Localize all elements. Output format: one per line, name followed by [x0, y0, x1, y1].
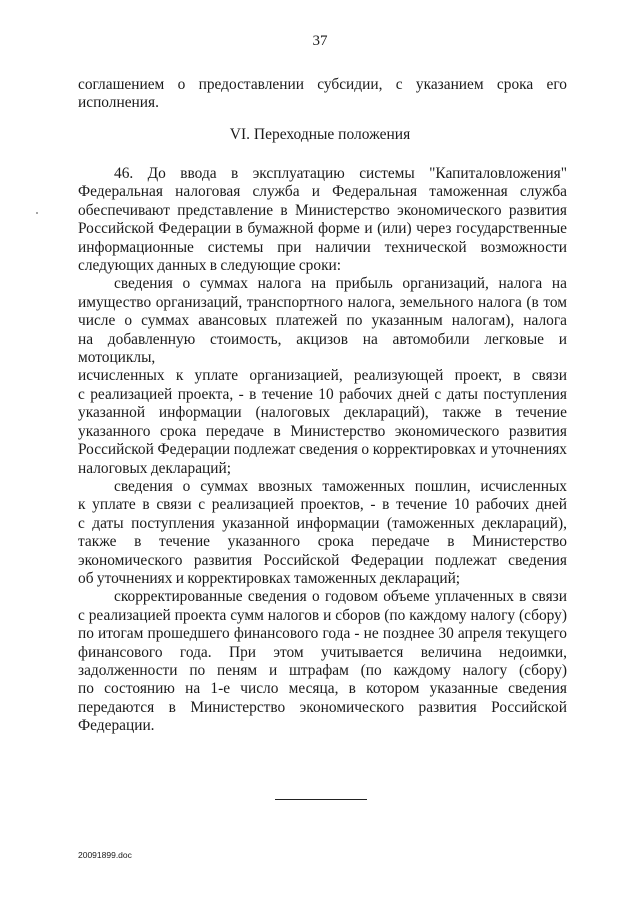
paragraph-line: экономического развития Российской Федерации подлежат сведения: [78, 551, 567, 569]
section-body: [78, 165, 567, 736]
paragraph-tax-data: [78, 275, 567, 477]
page-number: 37: [312, 33, 328, 49]
paragraph-line: налоговых деклараций;: [78, 459, 232, 477]
paragraph-line: с реализацией проекта, - в течение 10 рабочих дней с даты поступления: [78, 385, 567, 403]
paragraph-line: обеспечивают представление в Министерство экономического развития: [78, 201, 567, 219]
paragraph-line: задолженности по пеням и штрафам (по каждому налогу (сбору): [78, 661, 567, 679]
paragraph-line: исчисленных к уплате организацией, реализующей проект, в связи: [78, 367, 567, 385]
paragraph-line: также в течение указанного срока передаче в Министерство: [78, 533, 567, 551]
paragraph-line: Российской Федерации в бумажной форме и (или) через государственные: [78, 220, 567, 238]
paragraph-line: по итогам прошедшего финансового года - не позднее 30 апреля текущего: [78, 625, 567, 643]
paragraph-line: 46. До ввода в эксплуатацию системы "Капиталовложения": [114, 165, 567, 182]
paragraph-line: Федеральная налоговая служба и Федеральная таможенная служба: [78, 183, 567, 201]
paragraph-line: информационные системы при наличии технической возможности: [78, 238, 567, 256]
paragraph-line: следующих данных в следующие сроки:: [78, 257, 342, 275]
paragraph-line: финансового года. При этом учитывается величина недоимки,: [78, 643, 567, 661]
paragraph-line: числе о суммах авансовых платежей по указанным налогам), налога: [78, 312, 567, 330]
footer-filename: 20091899.doc: [78, 850, 132, 860]
end-of-text-rule: [275, 799, 367, 800]
paragraph-line: указанного срока передаче в Министерство экономического развития: [78, 422, 567, 440]
scan-margin-speck: [36, 212, 38, 214]
paragraph-line: сведения о суммах ввозных таможенных пошлин, исчисленных: [114, 477, 567, 495]
intro-line: исполнения.: [78, 94, 159, 112]
paragraph-line: по состоянию на 1-е число месяца, в котором указанные сведения: [78, 680, 567, 698]
paragraph-line: указанной информации (налоговых деклараций), также в течение: [78, 404, 567, 422]
intro-line: соглашением о предоставлении субсидии, с указанием срока его: [78, 76, 567, 93]
paragraph-line: об уточнениях и корректировках таможенных деклараций;: [78, 569, 461, 587]
paragraph-46: [78, 165, 567, 275]
paragraph-line: имущество организаций, транспортного налога, земельного налога (в том: [78, 293, 567, 311]
paragraph-line: с даты поступления указанной информации (таможенных деклараций),: [78, 514, 567, 532]
paragraph-line: Федерации.: [78, 717, 155, 735]
paragraph-line: к уплате в связи с реализацией проектов, - в течение 10 рабочих дней: [78, 496, 567, 514]
paragraph-line: на добавленную стоимость, акцизов на автомобили легковые и мотоциклы,: [78, 330, 567, 367]
paragraph-customs-data: [78, 478, 567, 588]
paragraph-line: с реализацией проекта сумм налогов и сборов (по каждому налогу (сбору): [78, 606, 567, 624]
paragraph-line: скорректированные сведения о годовом объеме уплаченных в связи: [114, 588, 567, 606]
paragraph-annual-data: [78, 588, 567, 735]
paragraph-line: сведения о суммах налога на прибыль организаций, налога на: [114, 275, 567, 293]
paragraph-line: Российской Федерации подлежат сведения о корректировках и уточнениях: [78, 441, 567, 459]
intro-text: [78, 76, 567, 113]
section-title: VI. Переходные положения: [229, 126, 411, 143]
paragraph-line: передаются в Министерство экономического развития Российской: [78, 698, 567, 716]
